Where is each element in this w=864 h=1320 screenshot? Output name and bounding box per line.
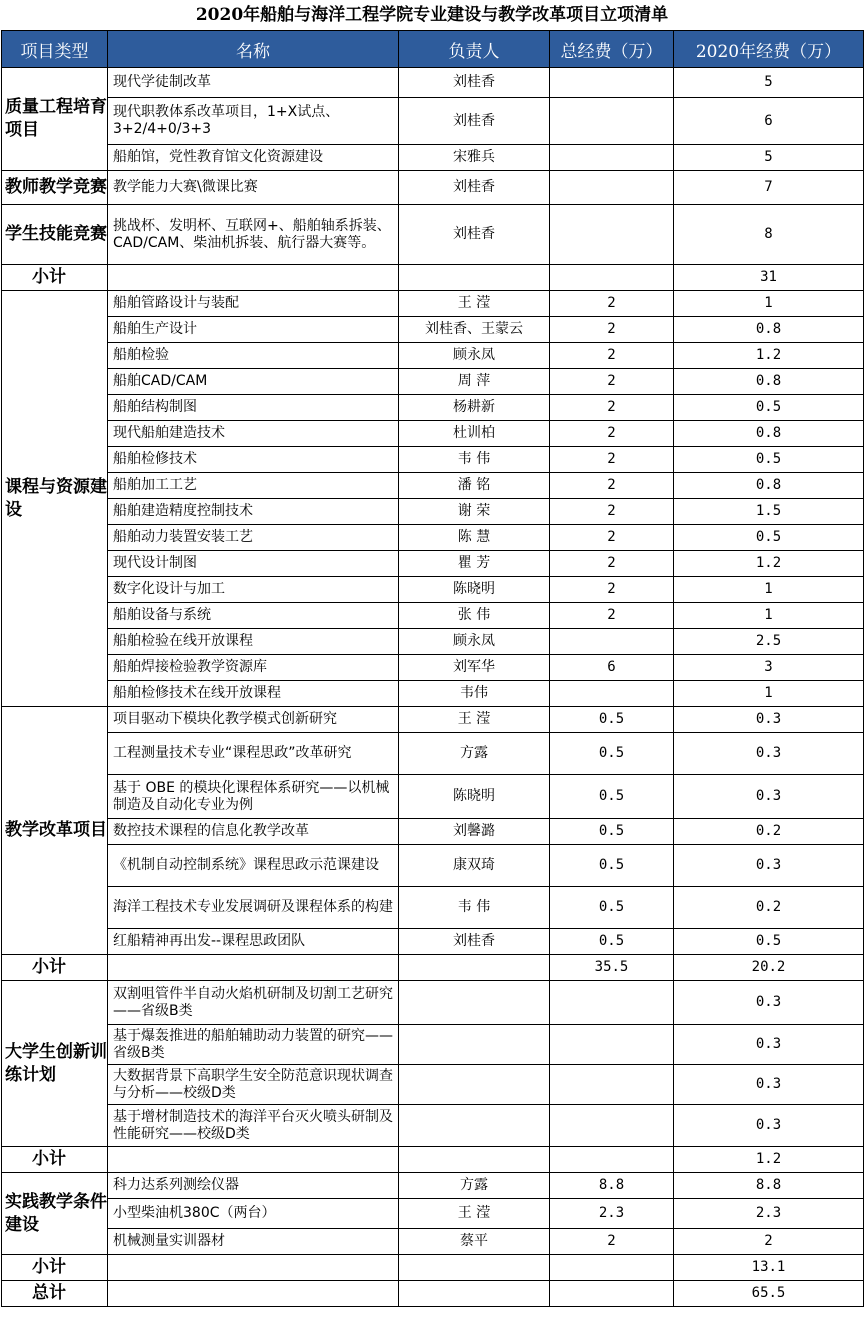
project-name-cell: 船舶检修技术 xyxy=(108,447,399,473)
subtotal-label: 总计 xyxy=(2,1281,108,1307)
lead-cell: 刘桂香 xyxy=(399,171,550,205)
funds-2020-cell: 1 xyxy=(674,291,864,317)
table-row xyxy=(2,1173,864,1199)
project-name-cell: 挑战杯、发明杯、互联网+、船舶轴系拆装、CAD/CAM、柴油机拆装、航行器大赛等。 xyxy=(108,205,399,265)
table-row xyxy=(2,1025,864,1065)
funds-2020-cell: 0.3 xyxy=(674,707,864,733)
total-funds-cell: 2 xyxy=(550,395,674,421)
lead-cell: 刘桂香 xyxy=(399,929,550,955)
table-row xyxy=(2,629,864,655)
lead-cell: 韦伟 xyxy=(399,681,550,707)
table-row xyxy=(2,343,864,369)
funds-2020-cell: 0.3 xyxy=(674,1025,864,1065)
lead-cell: 张 伟 xyxy=(399,603,550,629)
table-row xyxy=(2,421,864,447)
total-funds-cell xyxy=(550,145,674,171)
table-row xyxy=(2,929,864,955)
funds-2020-cell: 13.1 xyxy=(674,1255,864,1281)
lead-cell: 蔡平 xyxy=(399,1229,550,1255)
total-funds-cell: 2 xyxy=(550,421,674,447)
total-funds-cell xyxy=(550,1065,674,1105)
lead-cell: 宋雅兵 xyxy=(399,145,550,171)
project-name-cell: 船舶检修技术在线开放课程 xyxy=(108,681,399,707)
table-row xyxy=(2,291,864,317)
lead-cell xyxy=(399,1065,550,1105)
total-funds-cell: 6 xyxy=(550,655,674,681)
table-row xyxy=(2,733,864,775)
subtotal-label: 小计 xyxy=(2,1147,108,1173)
header-name: 名称 xyxy=(108,31,399,68)
table-row xyxy=(2,98,864,145)
funds-2020-cell: 6 xyxy=(674,98,864,145)
total-funds-cell: 0.5 xyxy=(550,733,674,775)
total-funds-cell xyxy=(550,1255,674,1281)
total-funds-cell: 2 xyxy=(550,317,674,343)
funds-2020-cell: 0.5 xyxy=(674,929,864,955)
project-name-cell: 船舶动力装置安装工艺 xyxy=(108,525,399,551)
total-funds-cell xyxy=(550,205,674,265)
lead-cell: 瞿 芳 xyxy=(399,551,550,577)
funds-2020-cell: 0.3 xyxy=(674,1065,864,1105)
table-row xyxy=(2,681,864,707)
lead-cell: 刘桂香 xyxy=(399,68,550,98)
project-table xyxy=(1,30,864,1307)
project-name-cell: 现代船舶建造技术 xyxy=(108,421,399,447)
total-funds-cell xyxy=(550,981,674,1025)
table-row xyxy=(2,845,864,887)
funds-2020-cell: 0.2 xyxy=(674,887,864,929)
lead-cell xyxy=(399,1105,550,1147)
header-lead: 负责人 xyxy=(399,31,550,68)
funds-2020-cell: 8 xyxy=(674,205,864,265)
total-funds-cell: 2 xyxy=(550,447,674,473)
subtotal-label: 小计 xyxy=(2,265,108,291)
table-row xyxy=(2,265,864,291)
funds-2020-cell: 1.2 xyxy=(674,551,864,577)
project-name-cell: 大数据背景下高职学生安全防范意识现状调查与分析——校级D类 xyxy=(108,1065,399,1105)
table-row xyxy=(2,145,864,171)
lead-cell: 韦 伟 xyxy=(399,887,550,929)
total-funds-cell: 2 xyxy=(550,525,674,551)
lead-cell: 杨耕新 xyxy=(399,395,550,421)
total-funds-cell: 2 xyxy=(550,499,674,525)
project-name-cell: 海洋工程技术专业发展调研及课程体系的构建 xyxy=(108,887,399,929)
lead-cell: 陈晓明 xyxy=(399,775,550,819)
table-row xyxy=(2,205,864,265)
empty-cell xyxy=(399,1281,550,1307)
total-funds-cell: 0.5 xyxy=(550,819,674,845)
empty-cell xyxy=(399,955,550,981)
table-row xyxy=(2,1281,864,1307)
empty-cell xyxy=(399,1147,550,1173)
total-funds-cell: 2 xyxy=(550,369,674,395)
funds-2020-cell: 0.8 xyxy=(674,473,864,499)
project-name-cell: 现代职教体系改革项目，1+X试点、3+2/4+0/3+3 xyxy=(108,98,399,145)
project-name-cell: 红船精神再出发--课程思政团队 xyxy=(108,929,399,955)
project-name-cell: 现代设计制图 xyxy=(108,551,399,577)
total-funds-cell: 2 xyxy=(550,343,674,369)
funds-2020-cell: 0.5 xyxy=(674,447,864,473)
header-2020-funds: 2020年经费（万） xyxy=(674,31,864,68)
funds-2020-cell: 5 xyxy=(674,68,864,98)
table-row xyxy=(2,551,864,577)
lead-cell xyxy=(399,1025,550,1065)
funds-2020-cell: 0.5 xyxy=(674,395,864,421)
funds-2020-cell: 1.2 xyxy=(674,343,864,369)
table-row xyxy=(2,499,864,525)
project-name-cell: 船舶生产设计 xyxy=(108,317,399,343)
lead-cell xyxy=(399,981,550,1025)
lead-cell: 王 滢 xyxy=(399,291,550,317)
table-row xyxy=(2,775,864,819)
table-row xyxy=(2,655,864,681)
table-row xyxy=(2,395,864,421)
empty-cell xyxy=(108,1147,399,1173)
project-name-cell: 船舶设备与系统 xyxy=(108,603,399,629)
total-funds-cell xyxy=(550,1025,674,1065)
funds-2020-cell: 0.3 xyxy=(674,845,864,887)
table-row xyxy=(2,473,864,499)
category-cell: 学生技能竞赛 xyxy=(2,205,108,265)
empty-cell xyxy=(399,1255,550,1281)
lead-cell: 韦 伟 xyxy=(399,447,550,473)
funds-2020-cell: 5 xyxy=(674,145,864,171)
total-funds-cell: 0.5 xyxy=(550,929,674,955)
total-funds-cell: 2 xyxy=(550,577,674,603)
funds-2020-cell: 0.2 xyxy=(674,819,864,845)
table-row xyxy=(2,603,864,629)
project-name-cell: 小型柴油机380C（两台） xyxy=(108,1199,399,1229)
project-name-cell: 工程测量技术专业“课程思政”改革研究 xyxy=(108,733,399,775)
project-name-cell: 船舶检验 xyxy=(108,343,399,369)
funds-2020-cell: 0.8 xyxy=(674,421,864,447)
project-name-cell: 《机制自动控制系统》课程思政示范课建设 xyxy=(108,845,399,887)
funds-2020-cell: 7 xyxy=(674,171,864,205)
total-funds-cell xyxy=(550,98,674,145)
project-name-cell: 基于爆轰推进的船舶辅助动力装置的研究——省级B类 xyxy=(108,1025,399,1065)
lead-cell: 杜训柏 xyxy=(399,421,550,447)
funds-2020-cell: 0.8 xyxy=(674,317,864,343)
project-name-cell: 船舶结构制图 xyxy=(108,395,399,421)
total-funds-cell xyxy=(550,629,674,655)
subtotal-label: 小计 xyxy=(2,955,108,981)
lead-cell: 刘馨潞 xyxy=(399,819,550,845)
funds-2020-cell: 3 xyxy=(674,655,864,681)
empty-cell xyxy=(108,1255,399,1281)
table-body xyxy=(2,68,864,1307)
total-funds-cell: 2 xyxy=(550,291,674,317)
funds-2020-cell: 0.3 xyxy=(674,981,864,1025)
total-funds-cell xyxy=(550,1281,674,1307)
total-funds-cell xyxy=(550,1147,674,1173)
total-funds-cell xyxy=(550,1105,674,1147)
funds-2020-cell: 2.5 xyxy=(674,629,864,655)
total-funds-cell xyxy=(550,681,674,707)
total-funds-cell: 0.5 xyxy=(550,707,674,733)
project-name-cell: 船舶馆，党性教育馆文化资源建设 xyxy=(108,145,399,171)
lead-cell: 陈 慧 xyxy=(399,525,550,551)
funds-2020-cell: 20.2 xyxy=(674,955,864,981)
lead-cell: 方露 xyxy=(399,1173,550,1199)
lead-cell: 王 滢 xyxy=(399,707,550,733)
table-row xyxy=(2,369,864,395)
table-row xyxy=(2,955,864,981)
funds-2020-cell: 0.8 xyxy=(674,369,864,395)
lead-cell: 刘桂香、王蒙云 xyxy=(399,317,550,343)
total-funds-cell: 0.5 xyxy=(550,845,674,887)
empty-cell xyxy=(108,1281,399,1307)
lead-cell: 顾永凤 xyxy=(399,343,550,369)
table-row xyxy=(2,1147,864,1173)
lead-cell: 王 滢 xyxy=(399,1199,550,1229)
total-funds-cell: 8.8 xyxy=(550,1173,674,1199)
project-name-cell: 机械测量实训器材 xyxy=(108,1229,399,1255)
project-name-cell: 船舶加工工艺 xyxy=(108,473,399,499)
lead-cell: 方露 xyxy=(399,733,550,775)
lead-cell: 顾永凤 xyxy=(399,629,550,655)
funds-2020-cell: 1.2 xyxy=(674,1147,864,1173)
page-title: 2020年船舶与海洋工程学院专业建设与教学改革项目立项清单 xyxy=(195,5,669,25)
project-name-cell: 船舶焊接检验教学资源库 xyxy=(108,655,399,681)
project-name-cell: 双割咀管件半自动火焰机研制及切割工艺研究——省级B类 xyxy=(108,981,399,1025)
lead-cell: 刘桂香 xyxy=(399,205,550,265)
funds-2020-cell: 2 xyxy=(674,1229,864,1255)
total-funds-cell xyxy=(550,68,674,98)
total-funds-cell: 0.5 xyxy=(550,887,674,929)
project-name-cell: 现代学徒制改革 xyxy=(108,68,399,98)
category-cell: 教学改革项目 xyxy=(2,707,108,955)
table-row xyxy=(2,525,864,551)
lead-cell: 康双琦 xyxy=(399,845,550,887)
funds-2020-cell: 1 xyxy=(674,577,864,603)
total-funds-cell: 2 xyxy=(550,1229,674,1255)
table-row xyxy=(2,1199,864,1229)
total-funds-cell xyxy=(550,171,674,205)
total-funds-cell: 2 xyxy=(550,551,674,577)
project-name-cell: 数字化设计与加工 xyxy=(108,577,399,603)
project-name-cell: 船舶建造精度控制技术 xyxy=(108,499,399,525)
funds-2020-cell: 31 xyxy=(674,265,864,291)
total-funds-cell xyxy=(550,265,674,291)
table-row xyxy=(2,317,864,343)
category-cell: 大学生创新训练计划 xyxy=(2,981,108,1147)
project-name-cell: 基于 OBE 的模块化课程体系研究——以机械制造及自动化专业为例 xyxy=(108,775,399,819)
lead-cell: 周 萍 xyxy=(399,369,550,395)
table-row xyxy=(2,707,864,733)
table-row xyxy=(2,1105,864,1147)
lead-cell: 刘军华 xyxy=(399,655,550,681)
funds-2020-cell: 8.8 xyxy=(674,1173,864,1199)
funds-2020-cell: 1 xyxy=(674,603,864,629)
table-row xyxy=(2,1229,864,1255)
table-row xyxy=(2,819,864,845)
total-funds-cell: 2 xyxy=(550,473,674,499)
table-row xyxy=(2,447,864,473)
category-cell: 质量工程培育项目 xyxy=(2,68,108,171)
lead-cell: 谢 荣 xyxy=(399,499,550,525)
project-name-cell: 船舶CAD/CAM xyxy=(108,369,399,395)
category-cell: 课程与资源建设 xyxy=(2,291,108,707)
empty-cell xyxy=(108,955,399,981)
table-row xyxy=(2,981,864,1025)
empty-cell xyxy=(108,265,399,291)
table-row xyxy=(2,68,864,98)
funds-2020-cell: 2.3 xyxy=(674,1199,864,1229)
project-name-cell: 基于增材制造技术的海洋平台灭火喷头研制及性能研究——校级D类 xyxy=(108,1105,399,1147)
lead-cell: 刘桂香 xyxy=(399,98,550,145)
funds-2020-cell: 1.5 xyxy=(674,499,864,525)
header-project-type: 项目类型 xyxy=(2,31,108,68)
header-total-funds: 总经费（万） xyxy=(550,31,674,68)
total-funds-cell: 2.3 xyxy=(550,1199,674,1229)
funds-2020-cell: 0.5 xyxy=(674,525,864,551)
funds-2020-cell: 0.3 xyxy=(674,1105,864,1147)
empty-cell xyxy=(399,265,550,291)
project-name-cell: 科力达系列测绘仪器 xyxy=(108,1173,399,1199)
total-funds-cell: 0.5 xyxy=(550,775,674,819)
project-name-cell: 项目驱动下模块化教学模式创新研究 xyxy=(108,707,399,733)
lead-cell: 潘 铭 xyxy=(399,473,550,499)
project-name-cell: 数控技术课程的信息化教学改革 xyxy=(108,819,399,845)
total-funds-cell: 35.5 xyxy=(550,955,674,981)
category-cell: 教师教学竞赛 xyxy=(2,171,108,205)
table-row xyxy=(2,577,864,603)
funds-2020-cell: 65.5 xyxy=(674,1281,864,1307)
category-cell: 实践教学条件建设 xyxy=(2,1173,108,1255)
project-name-cell: 船舶管路设计与装配 xyxy=(108,291,399,317)
project-name-cell: 船舶检验在线开放课程 xyxy=(108,629,399,655)
table-row xyxy=(2,171,864,205)
table-row xyxy=(2,1255,864,1281)
subtotal-label: 小计 xyxy=(2,1255,108,1281)
table-header-row xyxy=(2,31,864,68)
funds-2020-cell: 0.3 xyxy=(674,733,864,775)
funds-2020-cell: 1 xyxy=(674,681,864,707)
funds-2020-cell: 0.3 xyxy=(674,775,864,819)
lead-cell: 陈晓明 xyxy=(399,577,550,603)
table-row xyxy=(2,887,864,929)
project-name-cell: 教学能力大赛\微课比赛 xyxy=(108,171,399,205)
table-row xyxy=(2,1065,864,1105)
total-funds-cell: 2 xyxy=(550,603,674,629)
